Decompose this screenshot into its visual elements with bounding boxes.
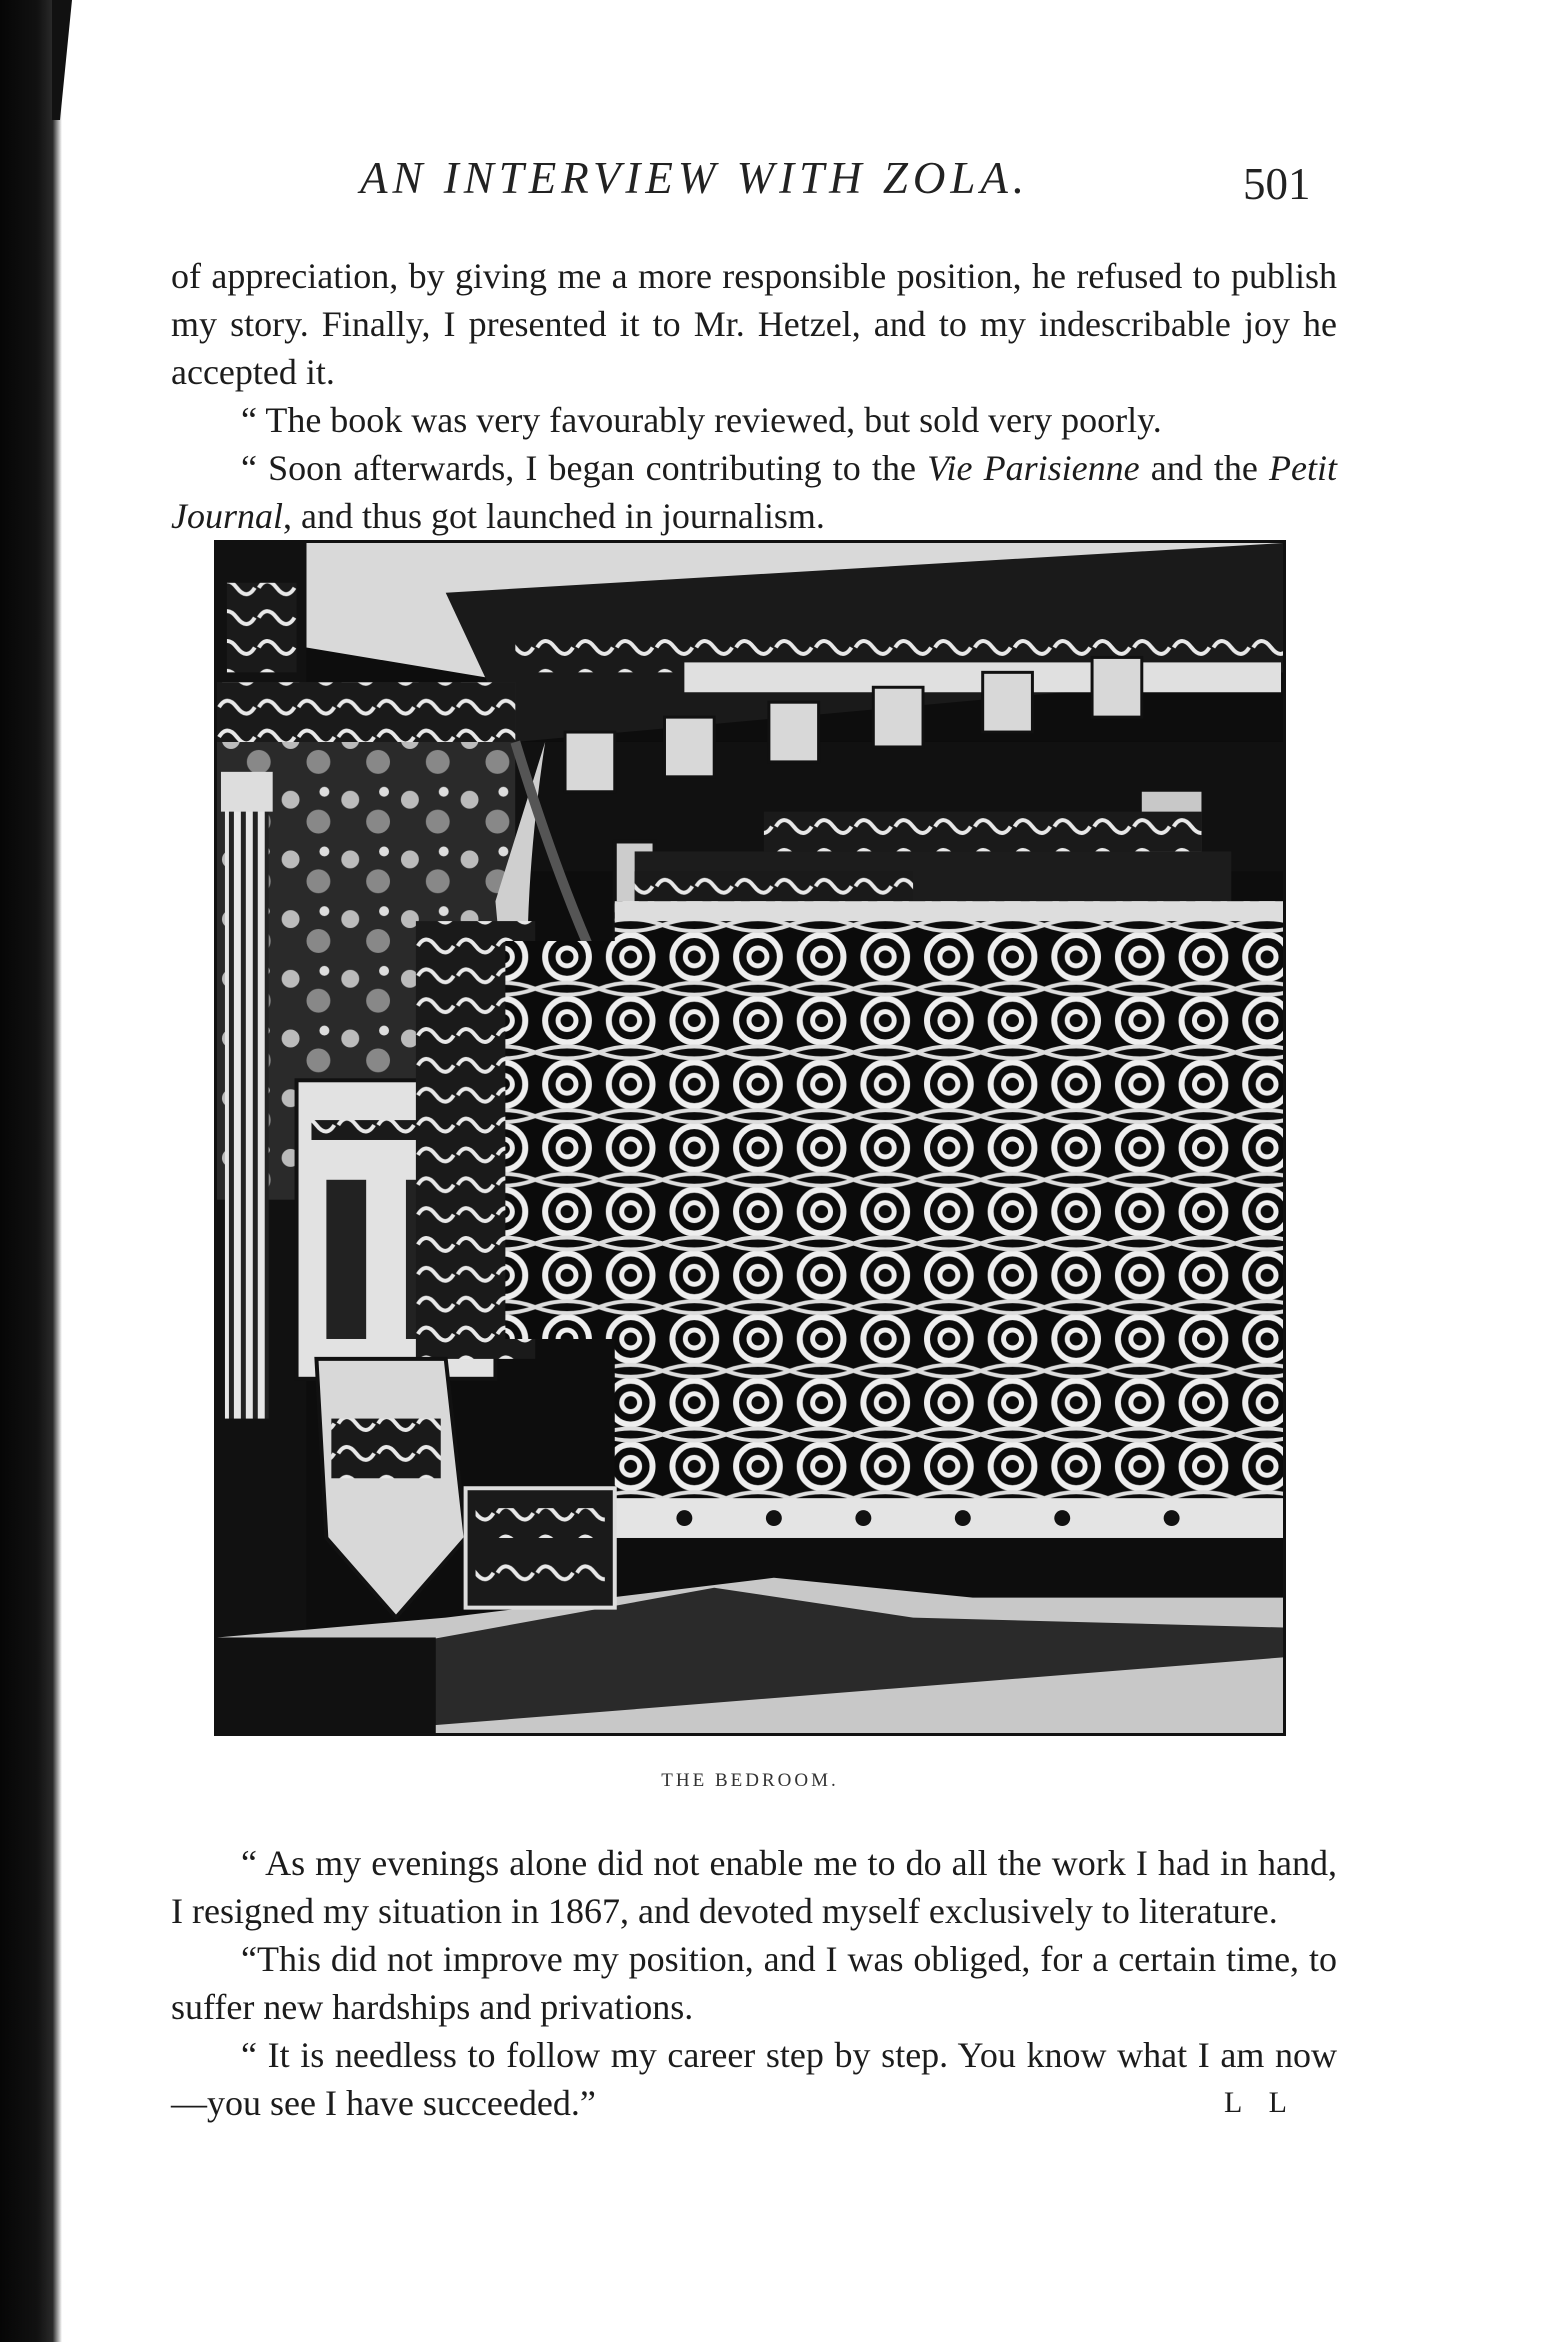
- figure-caption: THE BEDROOM.: [661, 1770, 839, 1791]
- paragraph-3-middle: and the: [1139, 448, 1270, 488]
- paragraph-2: “ The book was very favourably reviewed, but sold very poorly.: [241, 400, 1162, 440]
- binding-shadow-top: [52, 0, 72, 120]
- bedroom-illustration: [214, 540, 1286, 1736]
- vie-parisienne-title: Vie Parisienne: [927, 448, 1140, 488]
- bedroom-engraving: [217, 543, 1283, 1733]
- paragraph-1: of appreciation, by giving me a more responsible position, he refused to publish my story. Finally, I presented it to Mr. Hetzel, and to my indescribable joy he accepted it.: [171, 256, 1337, 392]
- running-title: AN INTERVIEW WITH ZOLA.: [360, 153, 1030, 203]
- paragraph-3-before: “ Soon afterwards, I began contributing to the: [241, 448, 928, 488]
- paragraph-4: “ As my evenings alone did not enable me to do all the work I had in hand, I resigned my situation in 1867, and devoted myself exclusively to literature.: [171, 1843, 1337, 1931]
- signature-mark: L L: [1223, 2086, 1297, 2119]
- paragraph-6: [171, 2031, 1337, 2127]
- paragraph-5: “This did not improve my position, and I was obliged, for a certain time, to suffer new hardships and privations.: [171, 1939, 1337, 2027]
- paragraph-6-text: “ It is needless to follow my career step by step. You know what I am now—you see I have succeeded.”: [171, 2035, 1337, 2123]
- paragraph-3: [171, 444, 1337, 540]
- body-text-bottom: [171, 1839, 1337, 2127]
- page-number: 501: [1243, 159, 1311, 209]
- body-text-top: [171, 252, 1337, 540]
- paragraph-3-after: , and thus got launched in journalism.: [283, 496, 825, 536]
- binding-shadow: [0, 0, 62, 2342]
- petit-journal-title: Petit Journal: [171, 448, 1337, 536]
